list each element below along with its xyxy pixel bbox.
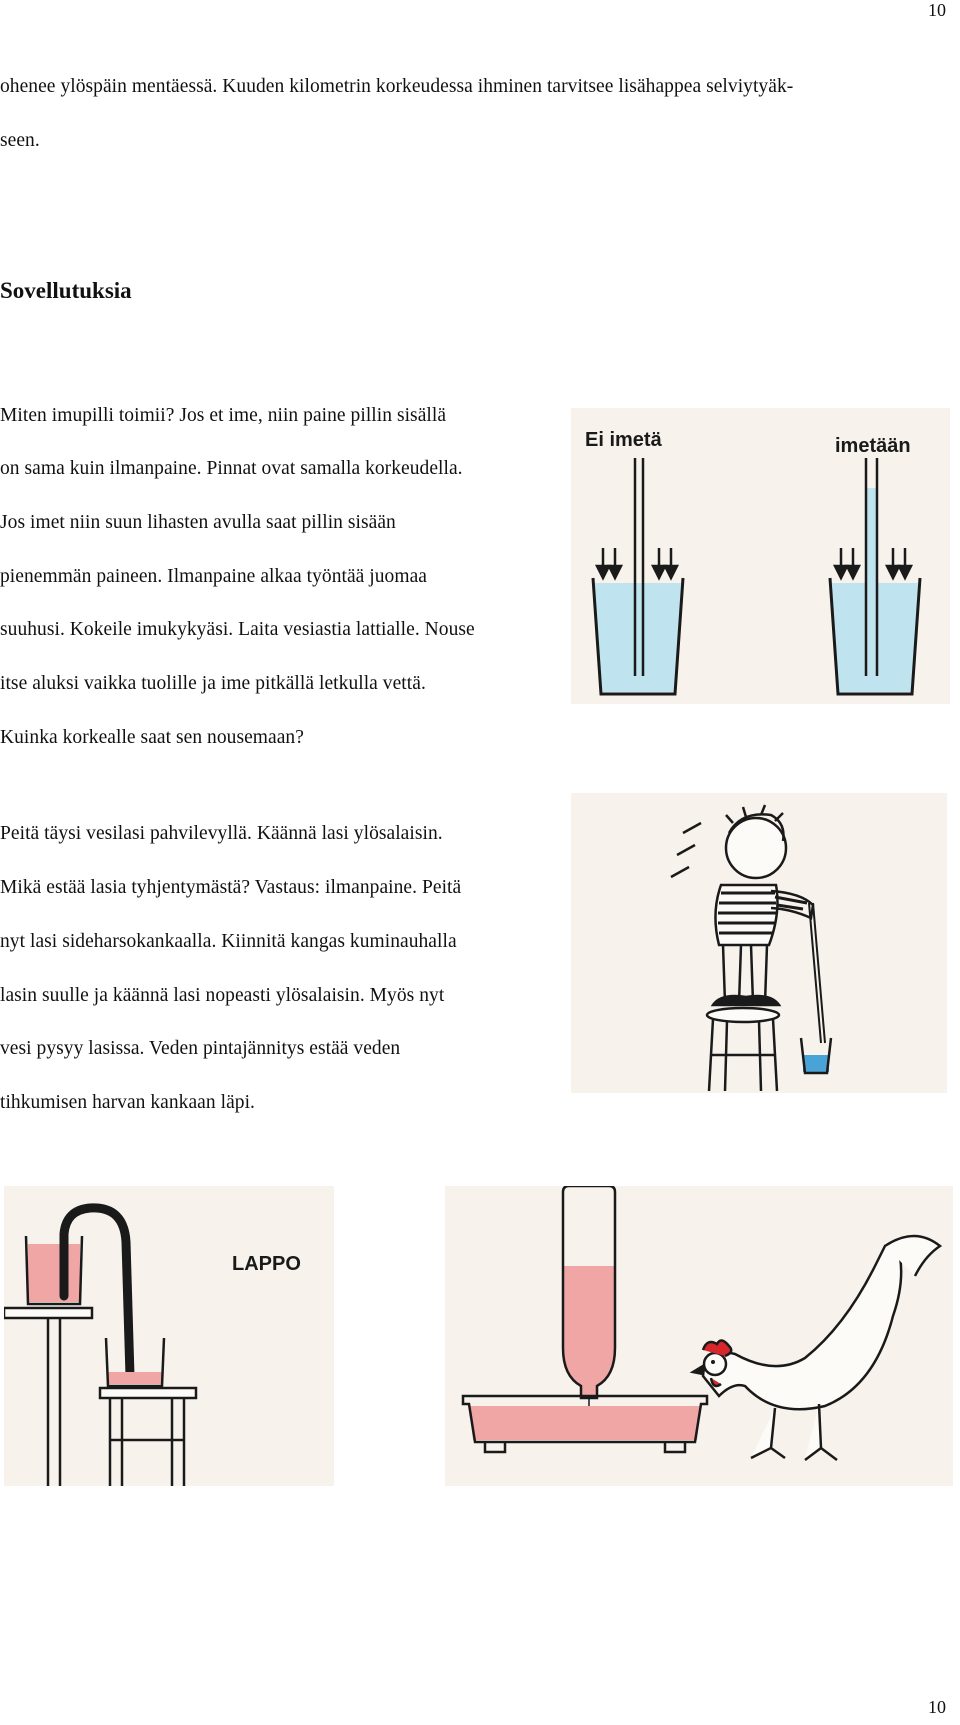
chicken-drawing	[693, 1236, 940, 1460]
page-number-top: 10	[928, 0, 946, 20]
paragraph-line: nyt lasi sideharsokankaalla. Kiinnitä kangas kuminauhalla	[0, 931, 457, 952]
straw-label-right: imetään	[835, 435, 911, 457]
paragraph-line: vesi pysyy lasissa. Veden pintajännitys estää veden	[0, 1038, 401, 1059]
chair	[100, 1388, 196, 1486]
intro-line: ohenee ylöspäin mentäessä. Kuuden kilometrin korkeudessa ihminen tarvitsee lisähappea selviytyäk-	[0, 76, 794, 97]
paragraph-line: Jos imet niin suun lihasten avulla saat pillin sisään	[0, 512, 396, 533]
paragraph-line: itse aluksi vaikka tuolille ja ime pitkällä letkulla vettä.	[0, 673, 426, 694]
paragraph-line: on sama kuin ilmanpaine. Pinnat ovat samalla korkeudella.	[0, 458, 463, 479]
paragraph-line: pienemmän paineen. Ilmanpaine alkaa työntää juomaa	[0, 566, 427, 587]
siphon-figure	[4, 1186, 334, 1486]
left-arrows-icon	[597, 548, 677, 578]
paragraph-line: Mikä estää lasia tyhjentymästä? Vastaus: ilmanpaine. Peitä	[0, 877, 462, 898]
paragraph-line: Kuinka korkealle saat sen nousemaan?	[0, 727, 304, 748]
boy-stool-figure	[571, 793, 947, 1093]
paragraph-line: Miten imupilli toimii? Jos et ime, niin paine pillin sisällä	[0, 405, 447, 426]
page-number-bottom: 10	[928, 1697, 946, 1717]
paragraph-line: suuhusi. Kokeile imukykyäsi. Laita vesiastia lattialle. Nouse	[0, 619, 475, 640]
boy-drawing	[671, 805, 831, 1091]
straw-label-left: Ei imetä	[585, 429, 662, 451]
paragraph-line: Peitä täysi vesilasi pahvilevyllä. Käännä lasi ylösalaisin.	[0, 823, 443, 844]
paragraph-line: lasin suulle ja käännä lasi nopeasti ylösalaisin. Myös nyt	[0, 985, 445, 1006]
water-bottle	[563, 1186, 615, 1412]
upper-beaker	[26, 1236, 82, 1304]
lower-beaker	[106, 1338, 164, 1386]
chicken-figure	[445, 1186, 953, 1486]
feeding-tray	[463, 1396, 707, 1452]
intro-line: seen.	[0, 130, 40, 151]
siphon-label: LAPPO	[232, 1253, 301, 1275]
paragraph-line: tihkumisen harvan kankaan läpi.	[0, 1092, 255, 1113]
straw-figure	[571, 408, 950, 704]
section-heading: Sovellutuksia	[0, 278, 132, 303]
table	[4, 1308, 92, 1486]
